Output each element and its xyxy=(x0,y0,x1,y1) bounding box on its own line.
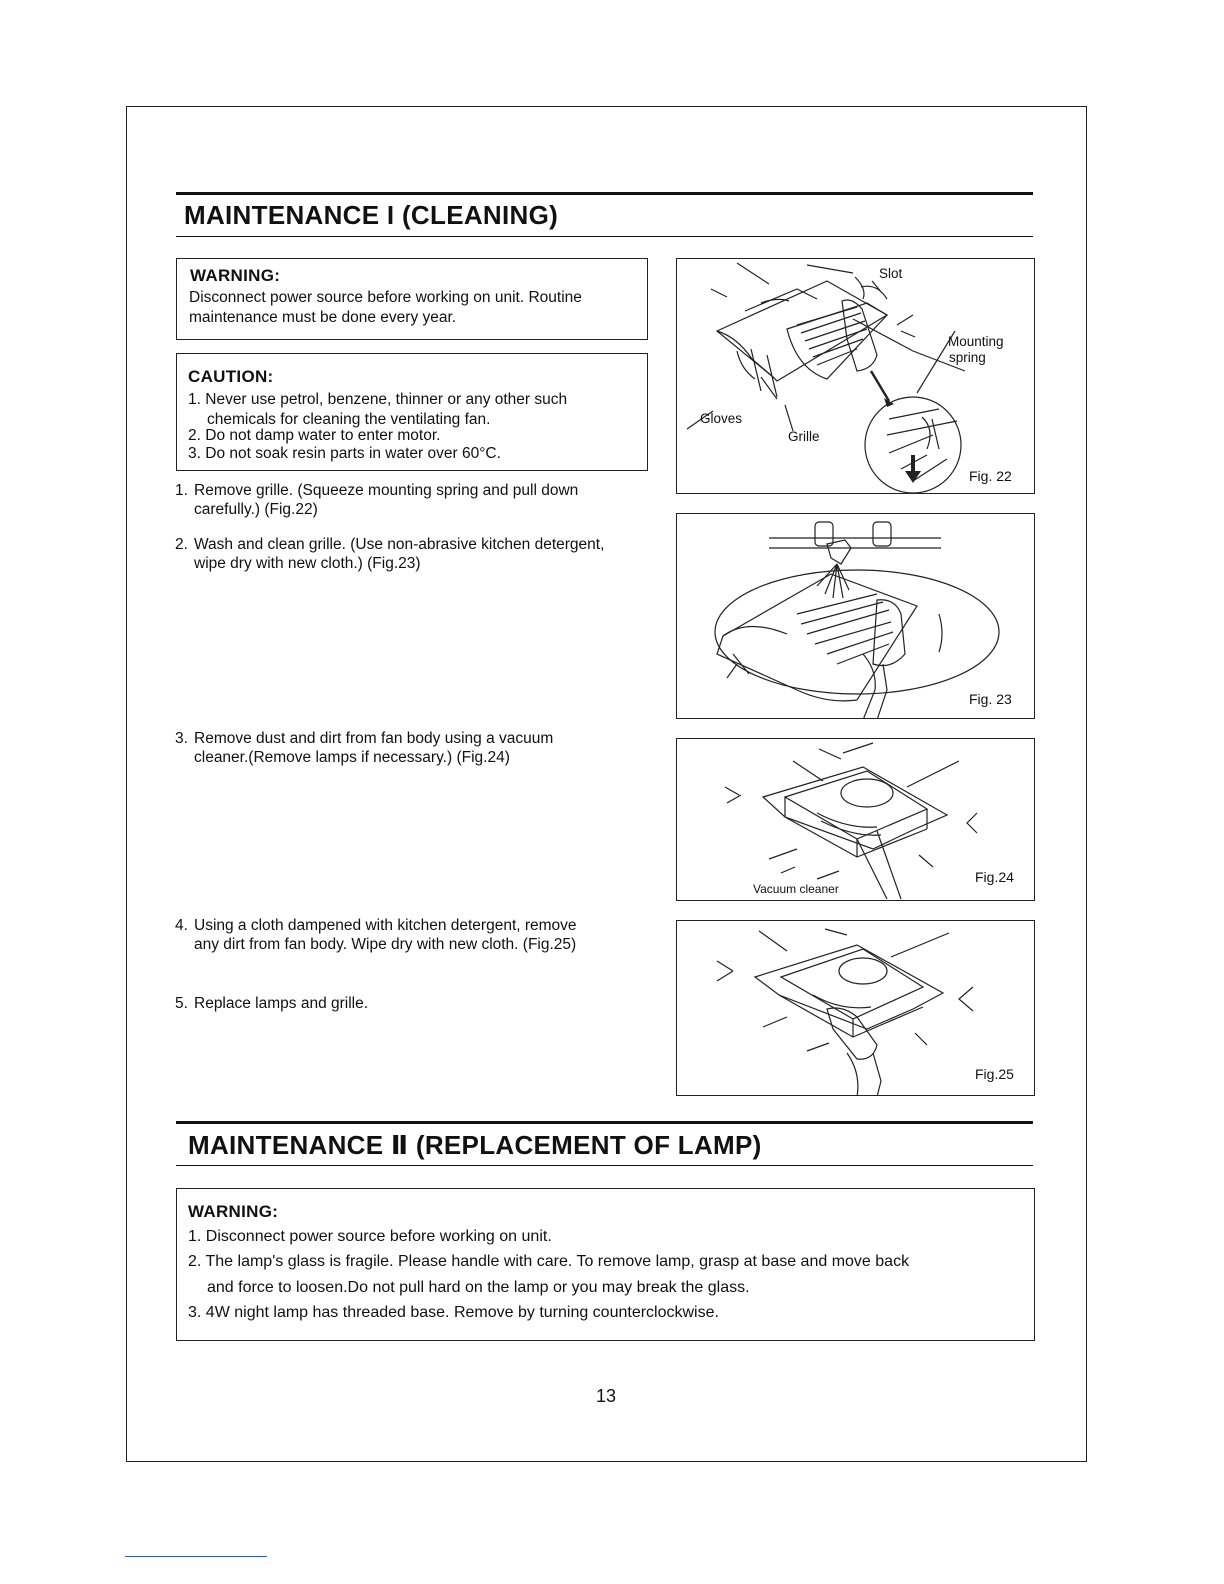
fig22-grille-label: Grille xyxy=(788,429,820,444)
caution-item-1-line2: chemicals for cleaning the ventilating fan. xyxy=(207,411,491,428)
caution-item-2 xyxy=(188,426,440,446)
section2-top-rule xyxy=(176,1121,1033,1124)
section2-bottom-rule xyxy=(176,1165,1033,1166)
section1-bottom-rule xyxy=(176,236,1033,237)
fig24-label: Fig.24 xyxy=(975,869,1014,885)
warning-text-line1: Disconnect power source before working on unit. Routine xyxy=(189,289,582,306)
warning-text-line2: maintenance must be done every year. xyxy=(189,309,457,326)
lamp-warning-item-1 xyxy=(188,1224,552,1250)
fig23-label: Fig. 23 xyxy=(969,691,1012,707)
step-4-line1: Using a cloth dampened with kitchen detergent, remove xyxy=(194,917,577,934)
step-1 xyxy=(175,481,665,519)
caution-box xyxy=(176,353,648,471)
warning-box xyxy=(176,258,648,340)
step-4-num: 4. xyxy=(175,917,188,934)
caution-item-1 xyxy=(188,390,643,430)
figure-25 xyxy=(676,920,1035,1096)
section1-top-rule xyxy=(176,192,1033,195)
step-4-line2: any dirt from fan body. Wipe dry with new cloth. (Fig.25) xyxy=(194,936,577,953)
caution-heading: CAUTION: xyxy=(188,367,274,386)
lamp-warning-item-1-line1: Disconnect power source before working on unit. xyxy=(205,1228,552,1245)
caution-item-1-num: 1. xyxy=(188,391,201,408)
step-1-line2: carefully.) (Fig.22) xyxy=(194,501,318,518)
step-1-num: 1. xyxy=(175,482,188,499)
footer-link-underline xyxy=(125,1556,267,1557)
step-2-line2: wipe dry with new cloth.) (Fig.23) xyxy=(194,555,421,572)
caution-item-3-num: 3. xyxy=(188,445,201,462)
fig24-vacuum-label: Vacuum cleaner xyxy=(753,882,839,896)
lamp-warning-item-1-num: 1. xyxy=(188,1228,202,1245)
lamp-warning-item-2-line2: and force to loosen.Do not pull hard on the lamp or you may break the glass. xyxy=(207,1278,750,1296)
fig23-illustration xyxy=(677,514,1035,719)
section2-title: MAINTENANCE Ⅱ (REPLACEMENT OF LAMP) xyxy=(188,1130,762,1160)
figure-23 xyxy=(676,513,1035,719)
step-2-num: 2. xyxy=(175,536,188,553)
lamp-warning-item-3-line1: 4W night lamp has threaded base. Remove by turning counterclockwise. xyxy=(205,1304,719,1321)
lamp-warning-item-2-num: 2. xyxy=(188,1253,202,1270)
caution-item-1-line1: Never use petrol, benzene, thinner or any other such xyxy=(205,391,568,408)
fig22-gloves-label: Gloves xyxy=(700,411,743,426)
step-3-num: 3. xyxy=(175,730,188,747)
warning-heading: WARNING: xyxy=(190,266,281,285)
lamp-warning-item-2-line1: The lamp's glass is fragile. Please handle with care. To remove lamp, grasp at base and move back xyxy=(205,1253,910,1270)
fig22-illustration xyxy=(677,259,1035,494)
caution-item-2-num: 2. xyxy=(188,427,201,444)
lamp-warning-item-2 xyxy=(188,1249,909,1300)
figure-24 xyxy=(676,738,1035,901)
step-5-num: 5. xyxy=(175,995,188,1012)
step-5-line1: Replace lamps and grille. xyxy=(194,995,369,1012)
caution-item-2-line1: Do not damp water to enter motor. xyxy=(205,427,441,444)
fig25-label: Fig.25 xyxy=(975,1066,1014,1082)
fig22-mounting-label-1: Mounting xyxy=(948,334,1004,349)
page-number: 13 xyxy=(596,1386,617,1406)
figure-22 xyxy=(676,258,1035,494)
caution-item-3-line1: Do not soak resin parts in water over 60°C. xyxy=(205,445,501,462)
lamp-warning-box xyxy=(176,1188,1035,1341)
step-1-line1: Remove grille. (Squeeze mounting spring and pull down xyxy=(194,482,579,499)
fig22-label: Fig. 22 xyxy=(969,468,1012,484)
lamp-warning-item-3-num: 3. xyxy=(188,1304,202,1321)
step-2 xyxy=(175,535,675,573)
lamp-warning-item-3 xyxy=(188,1300,719,1326)
step-4 xyxy=(175,916,665,954)
lamp-warning-heading: WARNING: xyxy=(188,1202,279,1221)
step-5 xyxy=(175,994,665,1013)
section1-title: MAINTENANCE I (CLEANING) xyxy=(184,200,559,230)
fig22-slot-label: Slot xyxy=(879,266,903,281)
fig22-mounting-label-2: spring xyxy=(949,350,986,365)
step-3-line1: Remove dust and dirt from fan body using a vacuum xyxy=(194,730,554,747)
step-2-line1: Wash and clean grille. (Use non-abrasive kitchen detergent, xyxy=(194,536,605,553)
step-3-line2: cleaner.(Remove lamps if necessary.) (Fig.24) xyxy=(194,749,510,766)
step-3 xyxy=(175,729,665,767)
caution-item-3 xyxy=(188,444,501,464)
